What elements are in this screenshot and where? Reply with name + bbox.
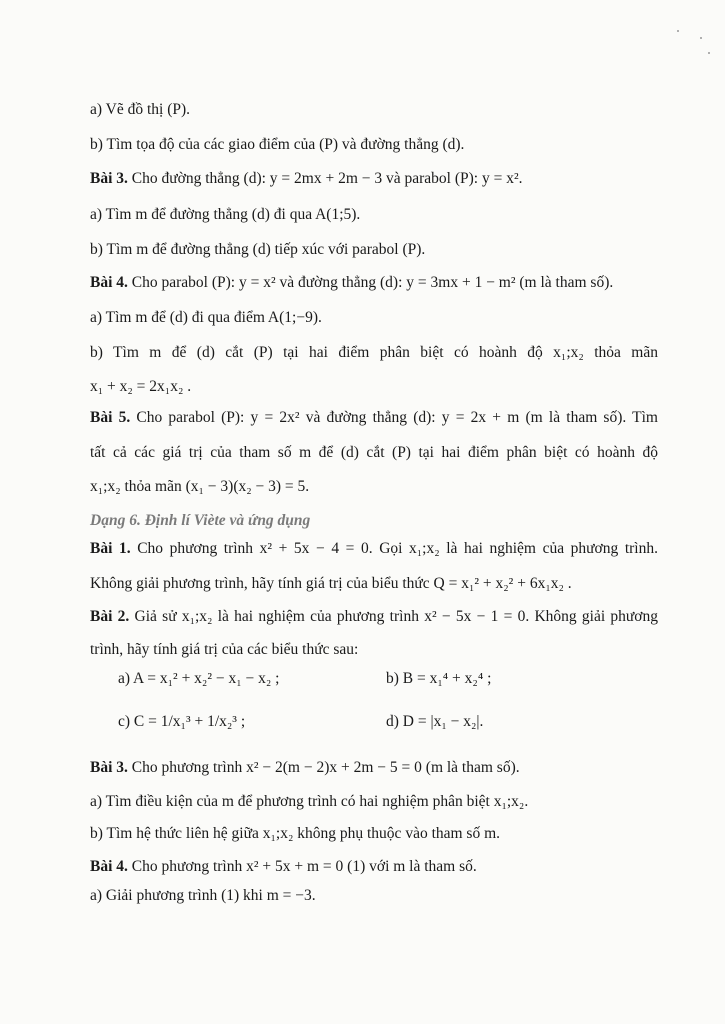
- problem-line: Bài 5. Cho parabol (P): y = 2x² và đường thẳng (d): y = 2x + m (m là tham số). Tìm: [90, 409, 658, 426]
- text-line: a) Tìm m để đường thẳng (d) đi qua A(1;5).: [90, 206, 361, 223]
- scan-speck: [677, 30, 679, 32]
- problem-line: Bài 4. Cho phương trình x² + 5x + m = 0 (1) với m là tham số.: [90, 858, 477, 875]
- scan-speck: [700, 37, 702, 39]
- text-line: a) Vẽ đồ thị (P).: [90, 101, 191, 118]
- problem-line: Bài 2. Giả sử x₁;x₂ là hai nghiệm của phương trình x² − 5x − 1 = 0. Không giải phương: [90, 608, 658, 625]
- text-line: Không giải phương trình, hãy tính giá trị của biểu thức Q = x₁² + x₂² + 6x₁x₂ .: [90, 575, 572, 592]
- text-line: a) Tìm điều kiện của m để phương trình có hai nghiệm phân biệt x₁;x₂.: [90, 793, 529, 810]
- problem-line: Bài 4. Cho parabol (P): y = x² và đường thẳng (d): y = 3mx + 1 − m² (m là tham số).: [90, 274, 614, 291]
- problem-line: Bài 1. Cho phương trình x² + 5x − 4 = 0. Gọi x₁;x₂ là hai nghiệm của phương trình.: [90, 540, 658, 557]
- expression-c: c) C = 1/x₁³ + 1/x₂³ ;: [118, 713, 246, 730]
- text-line: x₁;x₂ thỏa mãn (x₁ − 3)(x₂ − 3) = 5.: [90, 478, 310, 495]
- problem-line: Bài 3. Cho phương trình x² − 2(m − 2)x + 2m − 5 = 0 (m là tham số).: [90, 759, 520, 776]
- text-line: b) Tìm hệ thức liên hệ giữa x₁;x₂ không phụ thuộc vào tham số m.: [90, 825, 501, 842]
- text-line: tất cả các giá trị của tham số m để (d) cắt (P) tại hai điểm phân biệt có hoành độ: [90, 444, 658, 461]
- scan-speck: [708, 52, 710, 54]
- text-line: b) Tìm tọa độ của các giao điểm của (P) và đường thẳng (d).: [90, 136, 465, 153]
- section-heading: Dạng 6. Định lí Viète và ứng dụng: [90, 512, 311, 529]
- text-line: a) Tìm m để (d) đi qua điểm A(1;−9).: [90, 309, 322, 326]
- expression-b: b) B = x₁⁴ + x₂⁴ ;: [386, 670, 492, 687]
- problem-line: Bài 3. Cho đường thẳng (d): y = 2mx + 2m − 3 và parabol (P): y = x².: [90, 170, 523, 187]
- expression-d: d) D = |x₁ − x₂|.: [386, 713, 484, 730]
- text-line: x₁ + x₂ = 2x₁x₂ .: [90, 378, 192, 395]
- text-line: trình, hãy tính giá trị của các biểu thức sau:: [90, 641, 359, 658]
- text-line: a) Giải phương trình (1) khi m = −3.: [90, 887, 316, 904]
- text-line: b) Tìm m để đường thẳng (d) tiếp xúc với parabol (P).: [90, 241, 426, 258]
- text-line: b) Tìm m để (d) cắt (P) tại hai điểm phân biệt có hoành độ x₁;x₂ thỏa mãn: [90, 344, 658, 361]
- expression-a: a) A = x₁² + x₂² − x₁ − x₂ ;: [118, 670, 280, 687]
